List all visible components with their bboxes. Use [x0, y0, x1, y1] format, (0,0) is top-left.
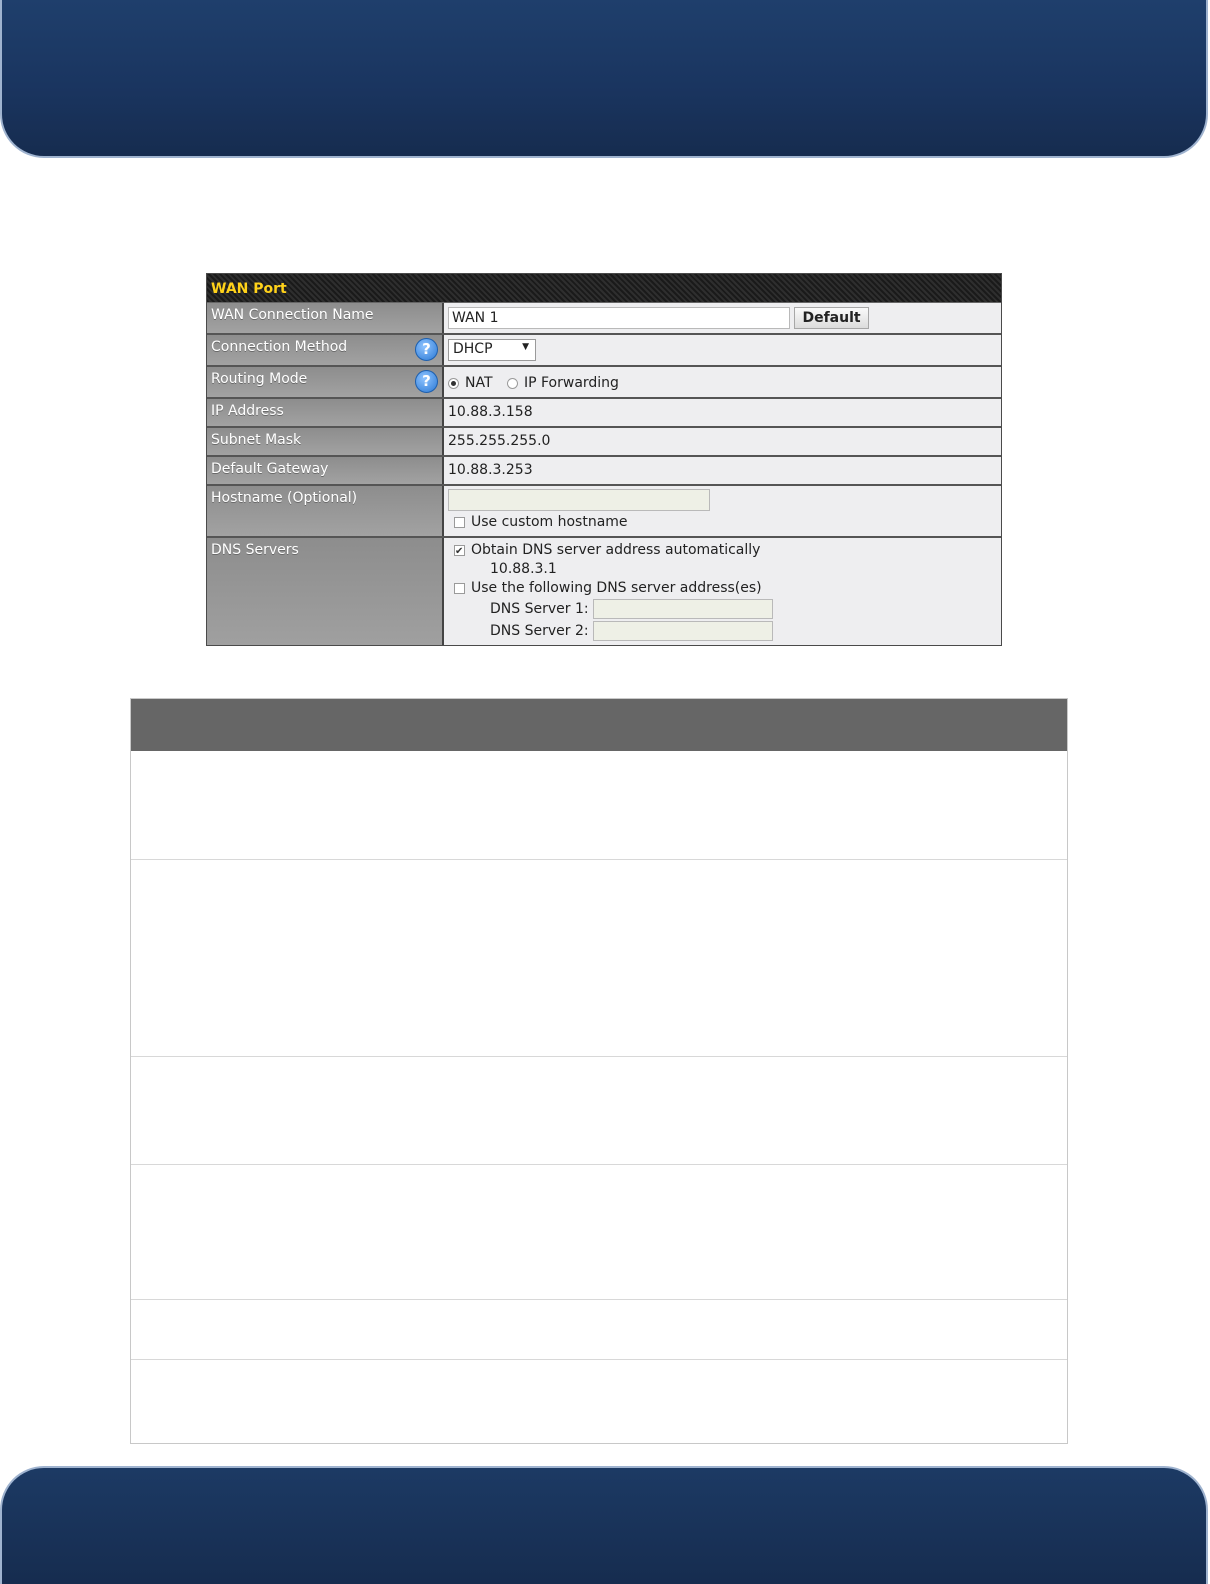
table-row: [131, 751, 1067, 860]
dns-manual-label: Use the following DNS server address(es): [471, 580, 762, 596]
dns-auto-checkbox[interactable]: [454, 545, 465, 556]
label-dns-servers: DNS Servers: [207, 538, 444, 646]
table-row: [131, 1165, 1067, 1300]
subnet-mask-value: 255.255.255.0: [448, 433, 551, 449]
bottom-banner: [0, 1466, 1208, 1584]
help-question-icon[interactable]: ?: [415, 370, 438, 393]
row-subnet-mask: [207, 428, 1001, 457]
description-table: [130, 698, 1068, 1444]
label-subnet-mask: Subnet Mask: [207, 428, 444, 455]
dropdown-arrow-icon: ▼: [522, 342, 529, 352]
row-default-gateway: [207, 457, 1001, 486]
label-hostname: Hostname (Optional): [207, 486, 444, 536]
dns-server-1-input[interactable]: [593, 599, 773, 619]
dns-manual-checkbox[interactable]: [454, 583, 465, 594]
dns-server-2-label: DNS Server 2:: [490, 623, 589, 639]
table-row: [131, 1360, 1067, 1442]
ip-address-value: 10.88.3.158: [448, 404, 533, 420]
radio-nat[interactable]: [448, 378, 459, 389]
row-wan-connection-name: [207, 303, 1001, 335]
hostname-input[interactable]: [448, 489, 710, 511]
help-question-icon[interactable]: ?: [415, 338, 438, 361]
wan-port-panel: [206, 273, 1002, 646]
dns-server-2-input[interactable]: [593, 621, 773, 641]
top-banner: [0, 0, 1208, 158]
dns-auto-label: Obtain DNS server address automatically: [471, 542, 761, 558]
default-gateway-value: 10.88.3.253: [448, 462, 533, 478]
custom-hostname-checkbox[interactable]: [454, 517, 465, 528]
table-row: [131, 860, 1067, 1057]
dns-auto-value: 10.88.3.1: [490, 561, 557, 577]
table-header: [131, 699, 1067, 751]
default-button[interactable]: Default: [794, 307, 868, 329]
row-connection-method: [207, 335, 1001, 367]
radio-ip-forwarding-label: IP Forwarding: [523, 375, 619, 391]
label-routing-mode: Routing Mode: [211, 371, 308, 387]
label-wan-connection-name: WAN Connection Name: [207, 303, 444, 333]
label-ip-address: IP Address: [207, 399, 444, 426]
label-default-gateway: Default Gateway: [207, 457, 444, 484]
connection-method-selected: DHCP: [453, 341, 493, 357]
row-routing-mode: [207, 367, 1001, 399]
label-connection-method: Connection Method: [211, 339, 348, 355]
panel-title: WAN Port: [207, 274, 1001, 303]
dns-server-1-label: DNS Server 1:: [490, 601, 589, 617]
table-row: [131, 1057, 1067, 1165]
radio-ip-forwarding[interactable]: [507, 378, 518, 389]
connection-method-select[interactable]: [448, 339, 536, 361]
row-hostname: [207, 486, 1001, 538]
row-ip-address: [207, 399, 1001, 428]
radio-nat-label: NAT: [465, 375, 493, 391]
custom-hostname-label: Use custom hostname: [471, 514, 628, 530]
wan-connection-name-input[interactable]: [448, 307, 790, 329]
row-dns-servers: [207, 538, 1001, 646]
table-row: [131, 1300, 1067, 1360]
